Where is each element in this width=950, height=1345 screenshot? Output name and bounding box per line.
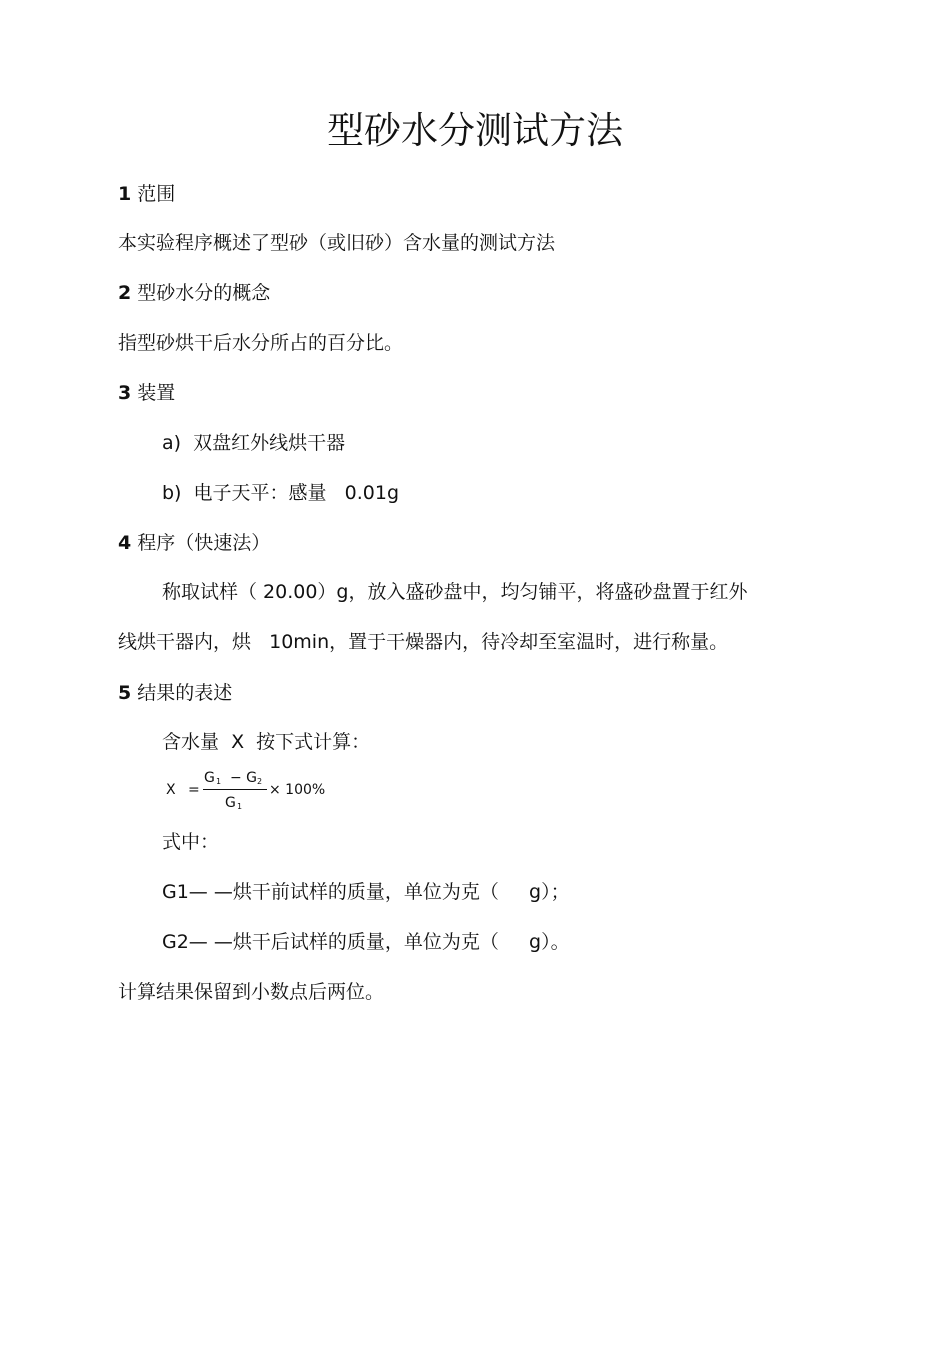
section-number: 1	[118, 183, 132, 205]
formula-times-100: × 100%	[269, 782, 326, 798]
procedure-text-line-2: 线烘干器内，烘 10min，置于干燥器内，待冷却至室温时，进行称量。	[118, 631, 729, 653]
formula-intro: 含水量 X 按下式计算：	[162, 731, 371, 753]
section-title: 结果的表述	[137, 682, 233, 704]
section-5-heading	[118, 681, 232, 705]
section-4-heading	[118, 531, 270, 555]
section-1-heading	[118, 182, 175, 206]
section-title: 范围	[137, 183, 176, 205]
apparatus-item-b: b) 电子天平：感量 0.01g	[162, 482, 400, 504]
apparatus-item-a: a) 双盘红外线烘干器	[162, 432, 346, 454]
section-number: 4	[118, 532, 132, 554]
section-1-text: 本实验程序概述了型砂（或旧砂）含水量的测试方法	[118, 232, 556, 254]
g1-definition: G1— —烘干前试样的质量，单位为克（ g）；	[162, 881, 570, 903]
formula-numerator-sub2: 2	[257, 777, 263, 786]
section-number: 5	[118, 682, 132, 704]
g2-definition: G2— —烘干后试样的质量，单位为克（ g）。	[162, 931, 570, 953]
section-title: 装置	[137, 382, 176, 404]
section-2-heading	[118, 281, 270, 305]
formula-numerator-g1: G	[204, 770, 215, 786]
procedure-text-line-1: 称取试样（ 20.00）g，放入盛砂盘中，均匀铺平，将盛砂盘置于红外	[162, 581, 748, 603]
page-title: 型砂水分测试方法	[327, 109, 623, 152]
section-2-text: 指型砂烘干后水分所占的百分比。	[118, 332, 404, 354]
formula-denominator-sub: 1	[237, 802, 243, 811]
formula-lhs: X	[166, 782, 176, 798]
section-title: 型砂水分的概念	[137, 282, 271, 304]
section-title: 程序（快速法）	[137, 532, 271, 554]
formula-equals: =	[188, 782, 200, 798]
section-number: 3	[118, 382, 132, 404]
section-3-heading	[118, 381, 175, 405]
rounding-note: 计算结果保留到小数点后两位。	[118, 981, 385, 1003]
where-label: 式中：	[162, 831, 220, 853]
formula-denominator-g: G	[225, 795, 236, 811]
section-number: 2	[118, 282, 132, 304]
fraction-bar	[203, 789, 267, 790]
formula-numerator-minus-g: − G	[230, 770, 258, 786]
formula-numerator-sub1: 1	[216, 777, 222, 786]
